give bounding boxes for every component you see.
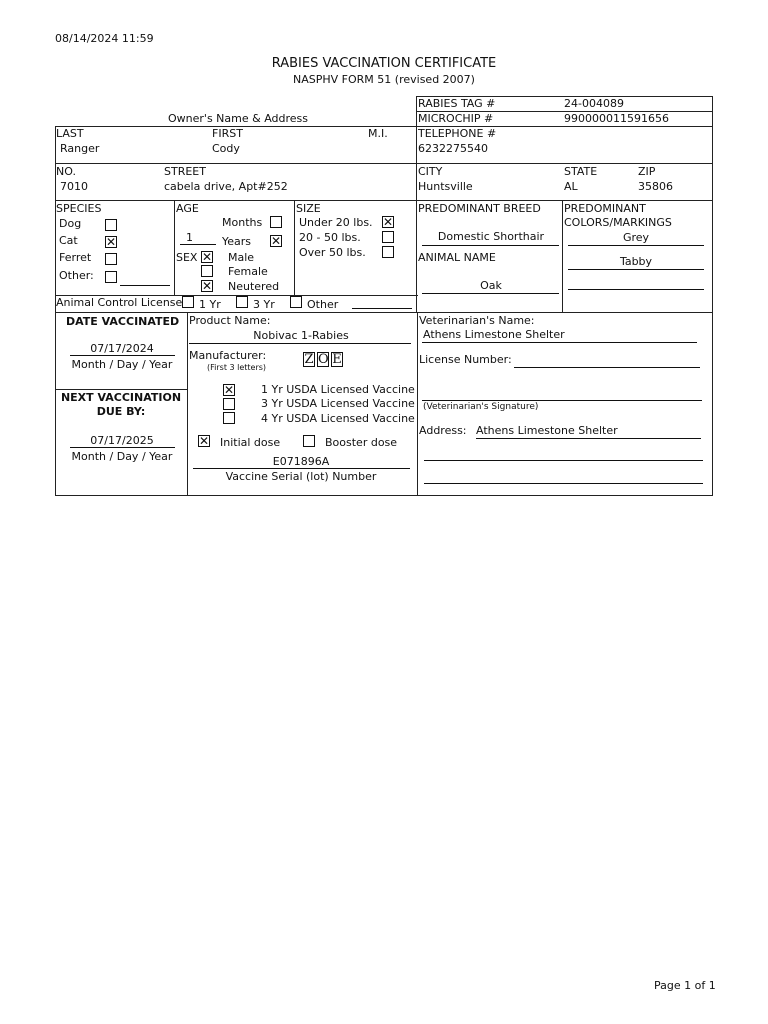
vet-address-line-3[interactable] <box>424 483 703 484</box>
vet-address-label: Address: <box>419 424 467 437</box>
size-20to50-label: 20 - 50 lbs. <box>299 231 361 244</box>
usda-1yr-checkbox[interactable] <box>223 384 235 396</box>
sex-male-label: Male <box>228 251 255 264</box>
manufacturer-letter-1[interactable]: Z <box>304 352 314 367</box>
vet-license-label: License Number: <box>419 353 512 366</box>
first-name-value[interactable]: Cody <box>212 142 240 155</box>
age-months-checkbox[interactable] <box>270 216 282 228</box>
species-ferret-checkbox[interactable] <box>105 253 117 265</box>
booster-dose-label: Booster dose <box>325 436 398 449</box>
next-vaccination-label-2: DUE BY: <box>96 405 146 418</box>
microchip-label: MICROCHIP # <box>418 112 494 125</box>
street-number-label: NO. <box>56 165 76 178</box>
age-years-value[interactable]: 1 <box>186 231 193 244</box>
animal-name-line <box>422 293 559 294</box>
date-vaccinated-value[interactable]: 07/17/2024 <box>90 342 154 355</box>
size-over50-label: Over 50 lbs. <box>299 246 366 259</box>
vet-name-line <box>422 342 697 343</box>
page-number: Page 1 of 1 <box>654 979 716 992</box>
breed-label: PREDOMINANT BREED <box>418 202 541 215</box>
vet-name-value[interactable]: Athens Limestone Shelter <box>423 328 565 341</box>
next-vaccination-format: Month / Day / Year <box>71 450 173 463</box>
form-title: RABIES VACCINATION CERTIFICATE <box>271 56 497 71</box>
animal-name-value[interactable]: Oak <box>480 279 502 292</box>
last-name-value[interactable]: Ranger <box>60 142 100 155</box>
zip-label: ZIP <box>638 165 656 178</box>
form-subtitle: NASPHV FORM 51 (revised 2007) <box>293 73 475 86</box>
street-number-value[interactable]: 7010 <box>60 180 88 193</box>
colors-value-2[interactable]: Tabby <box>619 255 653 268</box>
sex-neutered-checkbox[interactable] <box>201 280 213 292</box>
size-20to50-checkbox[interactable] <box>382 231 394 243</box>
vet-license-line <box>514 367 700 368</box>
date-vaccinated-line <box>70 355 175 356</box>
species-other-checkbox[interactable] <box>105 271 117 283</box>
age-years-line <box>180 244 216 245</box>
colors-line-3[interactable] <box>568 289 704 290</box>
species-cat-label: Cat <box>59 234 78 247</box>
species-dog-checkbox[interactable] <box>105 219 117 231</box>
colors-value-1[interactable]: Grey <box>622 231 650 244</box>
sex-label: SEX <box>176 251 198 264</box>
license-other-label: Other <box>307 298 339 311</box>
city-value[interactable]: Huntsville <box>418 180 473 193</box>
species-dog-label: Dog <box>59 217 82 230</box>
manufacturer-letter-2[interactable]: O <box>318 352 329 367</box>
serial-number-line <box>193 468 410 469</box>
usda-1yr-label: 1 Yr USDA Licensed Vaccine <box>261 383 415 396</box>
size-label: SIZE <box>296 202 321 215</box>
rabies-tag-value[interactable]: 24-004089 <box>564 97 624 110</box>
usda-4yr-checkbox[interactable] <box>223 412 235 424</box>
usda-3yr-label: 3 Yr USDA Licensed Vaccine <box>261 397 415 410</box>
animal-name-label: ANIMAL NAME <box>418 251 496 264</box>
vet-address-value[interactable]: Athens Limestone Shelter <box>476 424 618 437</box>
age-years-checkbox[interactable] <box>270 235 282 247</box>
usda-4yr-label: 4 Yr USDA Licensed Vaccine <box>261 412 415 425</box>
city-label: CITY <box>418 165 443 178</box>
next-vaccination-value[interactable]: 07/17/2025 <box>90 434 154 447</box>
rabies-tag-label: RABIES TAG # <box>418 97 496 110</box>
telephone-label: TELEPHONE # <box>418 127 497 140</box>
vet-address-line-2[interactable] <box>424 460 703 461</box>
sex-female-label: Female <box>228 265 268 278</box>
species-other-label: Other: <box>59 269 94 282</box>
age-label: AGE <box>176 202 199 215</box>
booster-dose-checkbox[interactable] <box>303 435 315 447</box>
age-months-label: Months <box>222 216 263 229</box>
colors-label-line1: PREDOMINANT <box>564 202 646 215</box>
manufacturer-hint: (First 3 letters) <box>207 363 267 372</box>
middle-initial-label: M.I. <box>368 127 388 140</box>
next-vaccination-label-1: NEXT VACCINATION <box>60 391 182 404</box>
zip-value[interactable]: 35806 <box>638 180 673 193</box>
street-label: STREET <box>164 165 206 178</box>
initial-dose-checkbox[interactable] <box>198 435 210 447</box>
vet-signature-label: (Veterinarian's Signature) <box>423 402 539 412</box>
owner-section-label: Owner's Name & Address <box>168 112 308 125</box>
license-3yr-label: 3 Yr <box>253 298 275 311</box>
serial-number-value[interactable]: E071896A <box>272 455 330 468</box>
size-under20-checkbox[interactable] <box>382 216 394 228</box>
species-cat-checkbox[interactable] <box>105 236 117 248</box>
product-name-value[interactable]: Nobivac 1-Rabies <box>253 329 349 342</box>
initial-dose-label: Initial dose <box>220 436 281 449</box>
state-value[interactable]: AL <box>564 180 578 193</box>
species-ferret-label: Ferret <box>59 251 92 264</box>
sex-female-checkbox[interactable] <box>201 265 213 277</box>
vet-signature-line[interactable] <box>422 400 702 401</box>
colors-line-1 <box>568 245 704 246</box>
print-timestamp: 08/14/2024 11:59 <box>55 32 154 45</box>
last-name-label: LAST <box>56 127 84 140</box>
product-name-line <box>189 343 411 344</box>
species-label: SPECIES <box>56 202 102 215</box>
breed-value[interactable]: Domestic Shorthair <box>437 230 545 243</box>
size-over50-checkbox[interactable] <box>382 246 394 258</box>
date-vaccinated-label: DATE VACCINATED <box>66 315 180 328</box>
license-other-checkbox[interactable] <box>290 296 302 308</box>
breed-line <box>422 245 559 246</box>
age-years-label: Years <box>222 235 252 248</box>
colors-label-line2: COLORS/MARKINGS <box>564 216 672 229</box>
date-vaccinated-format: Month / Day / Year <box>71 358 173 371</box>
size-under20-label: Under 20 lbs. <box>299 216 373 229</box>
serial-number-label: Vaccine Serial (lot) Number <box>225 470 377 483</box>
state-label: STATE <box>564 165 598 178</box>
animal-control-license-label: Animal Control License <box>56 296 183 309</box>
manufacturer-letter-3[interactable]: E <box>332 352 342 367</box>
telephone-value[interactable]: 6232275540 <box>418 142 488 155</box>
vet-name-label: Veterinarian's Name: <box>419 314 535 327</box>
usda-3yr-checkbox[interactable] <box>223 398 235 410</box>
first-name-label: FIRST <box>212 127 243 140</box>
species-other-line[interactable] <box>120 285 170 286</box>
street-value[interactable]: cabela drive, Apt#252 <box>164 180 288 193</box>
sex-male-checkbox[interactable] <box>201 251 213 263</box>
license-1yr-label: 1 Yr <box>199 298 221 311</box>
license-other-line[interactable] <box>352 308 412 309</box>
product-name-label: Product Name: <box>189 314 271 327</box>
manufacturer-label: Manufacturer: <box>189 349 267 362</box>
license-3yr-checkbox[interactable] <box>236 296 248 308</box>
sex-neutered-label: Neutered <box>228 280 280 293</box>
microchip-value[interactable]: 990000011591656 <box>564 112 669 125</box>
vet-address-line-1 <box>476 438 701 439</box>
colors-line-2 <box>568 269 704 270</box>
license-1yr-checkbox[interactable] <box>182 296 194 308</box>
next-vaccination-line <box>70 447 175 448</box>
